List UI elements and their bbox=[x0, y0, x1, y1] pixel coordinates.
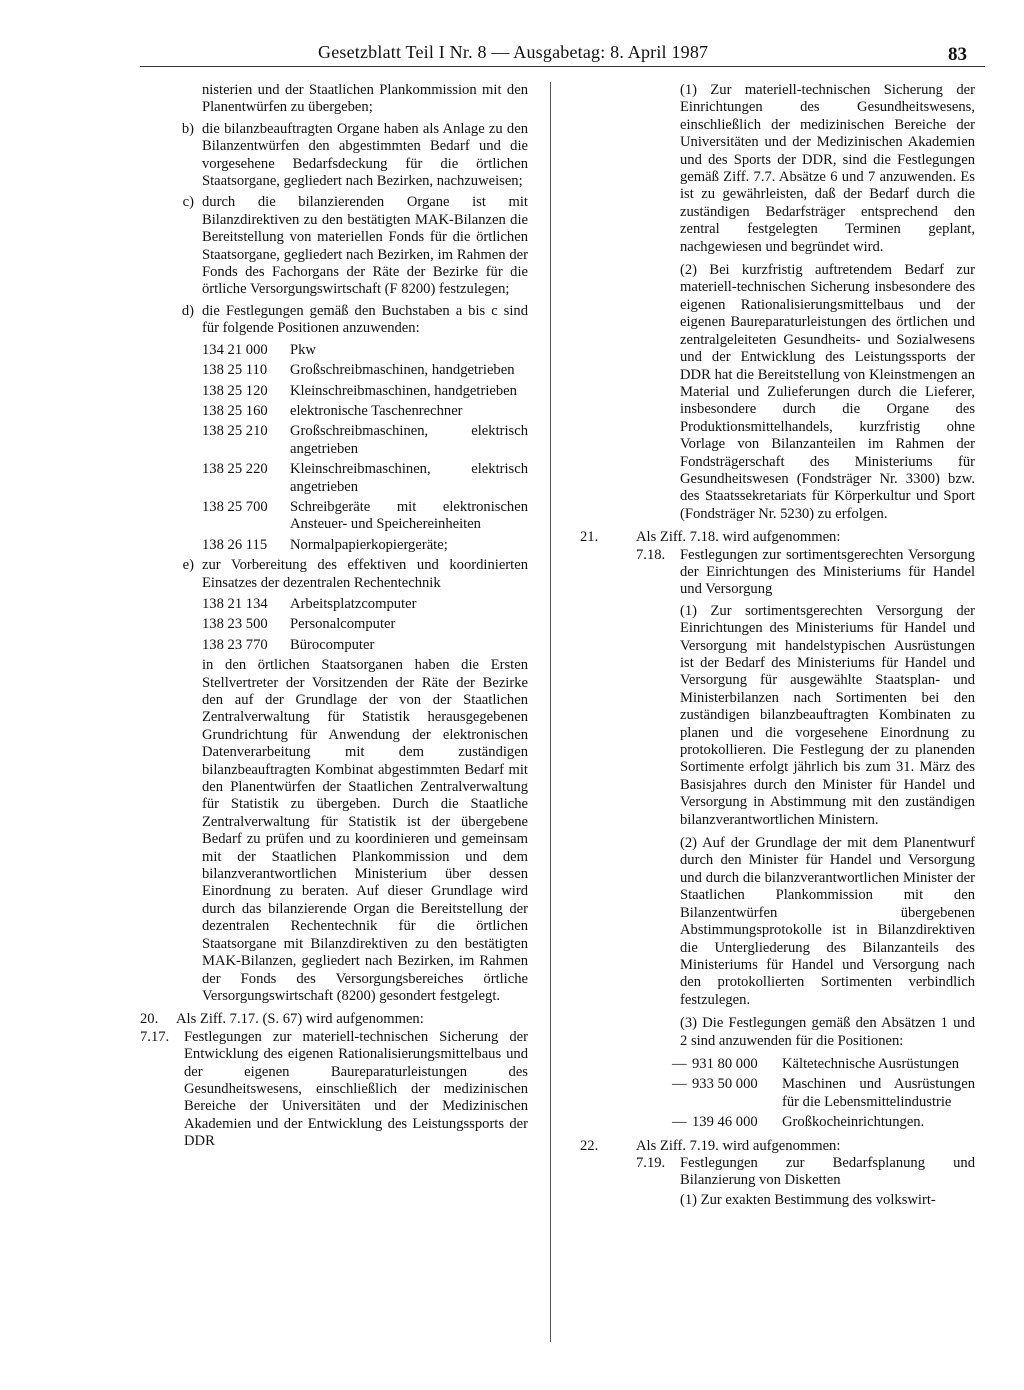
code-row bbox=[202, 499, 528, 534]
item-b bbox=[140, 121, 528, 191]
code-row bbox=[202, 362, 528, 379]
code-desc: Normalpapierkopiergeräte; bbox=[290, 536, 448, 553]
code: 138 25 110 bbox=[202, 362, 268, 379]
section-7-18-number: 7.18. bbox=[636, 546, 666, 563]
dash-code-row bbox=[672, 1056, 975, 1073]
code: 139 46 000 bbox=[692, 1114, 758, 1131]
paragraph-7-18-1: (1) Zur sortimentsgerechten Versorgung der Einrichtungen des Ministeriums für Handel und Versorgung mit handelstypischen Ausrüstungen ist der Bedarf des Ministeriums für Handel und Versorgung für ausgewählte Staatsplan- und Ministerbilanzen nach Sortimenten bei den zuständigen bilanzbeauftragten Kombinaten zu planen und die vorgesehene Einordnung zu protokollieren. Die Festlegung der zu planenden Sortimente erfolgt jährlich bis zum 31. März des Basisjahres durch den Minister für Handel und Versorgung in Abstimmung mit den zuständigen bilanzverantwortlichen Ministern. bbox=[680, 602, 975, 828]
code-desc: Bürocomputer bbox=[290, 636, 375, 653]
code-desc: Pkw bbox=[290, 341, 316, 358]
code-row bbox=[202, 616, 528, 633]
dash-code-row bbox=[672, 1076, 975, 1111]
item-d-mark: d) bbox=[181, 302, 194, 319]
code-desc: Maschinen und Ausrüstungen für die Lebensmittelindustrie bbox=[782, 1076, 975, 1110]
code-desc: Schreibgeräte mit elektronischen Ansteuer- und Speichereinheiten bbox=[290, 498, 528, 533]
code-desc: Kleinschreibmaschinen, elektrisch angetrieben bbox=[290, 461, 528, 495]
code-desc: Großkocheinrichtungen. bbox=[782, 1114, 925, 1131]
section-7-18 bbox=[636, 547, 975, 599]
code-row bbox=[202, 423, 528, 458]
section-7-17 bbox=[140, 1029, 528, 1151]
item-e bbox=[140, 557, 528, 592]
item-d bbox=[140, 303, 528, 338]
code: 138 25 220 bbox=[202, 461, 268, 478]
code-row bbox=[202, 342, 528, 359]
code: 933 50 000 bbox=[692, 1076, 758, 1093]
section-20-number: 20. bbox=[140, 1011, 159, 1028]
section-22-number: 22. bbox=[580, 1137, 599, 1154]
code-desc: Großschreibmaschinen, handgetrieben bbox=[290, 362, 515, 379]
code: 138 25 700 bbox=[202, 498, 268, 515]
code: 138 23 770 bbox=[202, 636, 268, 653]
section-21-number: 21. bbox=[580, 529, 599, 546]
item-c bbox=[140, 194, 528, 298]
page-number: 83 bbox=[948, 44, 967, 65]
code-desc: Großschreibmaschinen, elektrisch angetrieben bbox=[290, 423, 528, 457]
section-20 bbox=[140, 1011, 528, 1028]
intro-text: nisterien und der Staatlichen Plankommission mit den Planentwürfen zu übergeben; bbox=[202, 82, 528, 116]
section-7-19-text: Festlegungen zur Bedarfsplanung und Bilanzierung von Disketten bbox=[680, 1154, 975, 1189]
item-c-mark: c) bbox=[182, 194, 194, 211]
column-divider bbox=[550, 82, 551, 1342]
section-7-17-text: Festlegungen zur materiell-technischen Sicherung der Entwicklung des eigenen Rationalisierungsmittelbaus und der eigenen Baureparaturleistungen des Gesundheitswesens, einschließlich der medizinischen Bereiche der Universitäten und der Medizinischen Akademien und der Entwicklung des Leistungssports der DDR bbox=[184, 1028, 528, 1150]
code: 138 25 120 bbox=[202, 382, 268, 399]
item-b-text: die bilanzbeauftragten Organe haben als Anlage zu den Bilanzentwürfen den abgestimmten Bedarf und die vorgesehene Bedarfsdeckung für die örtlichen Staatsorgane, gegliedert nach Bezirken, nachzuweisen; bbox=[202, 120, 528, 190]
code: 138 25 160 bbox=[202, 402, 268, 419]
code-row bbox=[202, 403, 528, 420]
section-22 bbox=[580, 1138, 975, 1155]
dash: — bbox=[672, 1055, 687, 1072]
section-22-text: Als Ziff. 7.19. wird aufgenommen: bbox=[636, 1137, 841, 1154]
paragraph-7-19-1: (1) Zur exakten Bestimmung des volkswirt- bbox=[680, 1191, 936, 1208]
section-20-text: Als Ziff. 7.17. (S. 67) wird aufgenommen: bbox=[176, 1011, 424, 1028]
dash: — bbox=[672, 1076, 687, 1093]
code-row bbox=[202, 596, 528, 613]
section-21-text: Als Ziff. 7.18. wird aufgenommen: bbox=[636, 529, 841, 546]
item-c-text: durch die bilanzierenden Organe ist mit Bilanzdirektiven zu den bestätigten MAK-Bilanzen die Bereitstellung von materiellen Fonds für die örtlichen Staatsorgane, gegliedert nach Bezirken, im Rahmen der Fonds des Fachorgans der Räte der Bezirke für die örtliche Versorgungswirtschaft (F 8200) festzulegen; bbox=[202, 194, 528, 298]
header-rule bbox=[140, 66, 985, 67]
item-d-text: die Festlegungen gemäß den Buchstaben a bis c sind für folgende Positionen anzuwenden: bbox=[202, 302, 528, 337]
paragraph-7-18-2: (2) Auf der Grundlage der mit dem Planentwurf durch den Minister für Handel und Versorgung und durch die bilanzverantwortlichen Minister der Staatlichen Plankommission mit den Bilanzentwürfen übergebenen Abstimmungsprotokolle ist in Bilanzdirektiven die Untergliederung des Bilanzanteils des Ministeriums für Handel und Versorgung nach den protokollierten Sortimenten verbindlich festzulegen. bbox=[680, 835, 975, 1008]
code-row bbox=[202, 383, 528, 400]
code: 138 25 210 bbox=[202, 423, 268, 440]
code-desc: Personalcomputer bbox=[290, 616, 396, 633]
right-column bbox=[580, 82, 975, 1215]
codes-e-list bbox=[202, 596, 528, 654]
codes-d-list bbox=[202, 342, 528, 554]
section-7-17-number: 7.17. bbox=[140, 1028, 170, 1045]
section-7-19-number: 7.19. bbox=[636, 1154, 666, 1171]
code-row bbox=[202, 537, 528, 554]
item-b-mark: b) bbox=[181, 120, 194, 137]
code: 134 21 000 bbox=[202, 341, 268, 358]
left-column bbox=[140, 82, 528, 1151]
paragraph-1: (1) Zur materiell-technischen Sicherung der Einrichtungen des Gesundheitswesens, einschließlich der medizinischen Bereiche der Universitäten und der Medizinischen Akademien und des Sports der DDR, sind die Festlegungen gemäß Ziff. 7.7. Absätze 6 und 7 anzuwenden. Es ist zu gewährleisten, daß der Bedarf durch die zuständigen Bedarfsträger entsprechend den zentral festgelegten Terminen geplant, nachgewiesen und begründet wird. bbox=[680, 82, 975, 255]
header-title: Gesetzblatt Teil I Nr. 8 — Ausgabetag: 8. April 1987 bbox=[318, 42, 709, 62]
code-desc: Kältetechnische Ausrüstungen bbox=[782, 1055, 960, 1072]
code: 138 21 134 bbox=[202, 595, 268, 612]
item-e-continuation: in den örtlichen Staatsorganen haben die Ersten Stellvertreter der Vorsitzenden der Räte der Bezirke den auf der Grundlage der von der Staatlichen Zentralverwaltung für Statistik herausgegebenen Grundrichtung für Anwendung der elektronischen Datenverarbeitung mit dem zuständigen bilanzbeauftragten Kombinat abgestimmten Bedarf mit den Planentwürfen der Staatlichen Zentralverwaltung für Statistik zu übergeben. Durch die Staatliche Zentralverwaltung für Statistik ist der übergebene Bedarf zu prüfen und zu koordinieren und gemeinsam mit der Staatlichen Plankommission und dem bilanzverantwortlichen Ministerium über dessen Einordnung zu beraten. Auf dieser Grundlage wird durch das bilanzierende Organ die Bereitstellung der dezentralen Rechentechnik für die örtlichen Staatsorgane mit Bilanzdirektiven zu den bestätigten MAK-Bilanzen, gegliedert nach Bezirken, im Rahmen der Fonds des Versorgungsbereiches örtliche Versorgungswirtschaft (8200) gesondert festgelegt. bbox=[202, 657, 528, 1004]
code: 138 23 500 bbox=[202, 616, 268, 633]
code-desc: Arbeitsplatzcomputer bbox=[290, 595, 417, 612]
paragraph-7-18-3: (3) Die Festlegungen gemäß den Absätzen 1 und 2 sind anzuwenden für die Positionen: bbox=[680, 1015, 975, 1049]
section-21 bbox=[580, 529, 975, 546]
dash-code-row bbox=[672, 1114, 975, 1131]
code: 138 26 115 bbox=[202, 536, 268, 553]
section-7-19 bbox=[636, 1155, 975, 1190]
code-row bbox=[202, 637, 528, 654]
item-e-mark: e) bbox=[182, 557, 194, 574]
code: 931 80 000 bbox=[692, 1055, 758, 1072]
code-desc: Kleinschreibmaschinen, handgetrieben bbox=[290, 382, 517, 399]
code-row bbox=[202, 461, 528, 496]
paragraph-2: (2) Bei kurzfristig auftretendem Bedarf zur materiell-technischen Sicherung insbesondere des eigenen Rationalisierungsmittelbaus und der eigenen Baureparaturleistungen des örtlichen und zentralgeleiteten Gesundheits- und Sozialwesens und der Entwicklung des Leistungssports der DDR hat die Bereitstellung von Kleinstmengen an Material und Zulieferungen durch die Lieferer, insbesondere durch die Organe des Produktionsmittelhandels, kurzfristig ohne Vorlage von Bilanzanteilen im Rahmen der Fondsträgerschaft des Ministeriums für Gesundheitswesen (Fondsträger Nr. 3300) bzw. des Staatssekretariats für Körperkultur und Sport (Fondsträger Nr. 5230) zu erfolgen. bbox=[680, 262, 975, 522]
item-e-text: zur Vorbereitung des effektiven und koordinierten Einsatzes der dezentralen Rechentechnik bbox=[202, 557, 528, 591]
section-7-18-text: Festlegungen zur sortimentsgerechten Versorgung der Einrichtungen des Ministeriums für Handel und Versorgung bbox=[680, 546, 975, 598]
dash: — bbox=[672, 1114, 687, 1131]
code-desc: elektronische Taschenrechner bbox=[290, 402, 463, 419]
